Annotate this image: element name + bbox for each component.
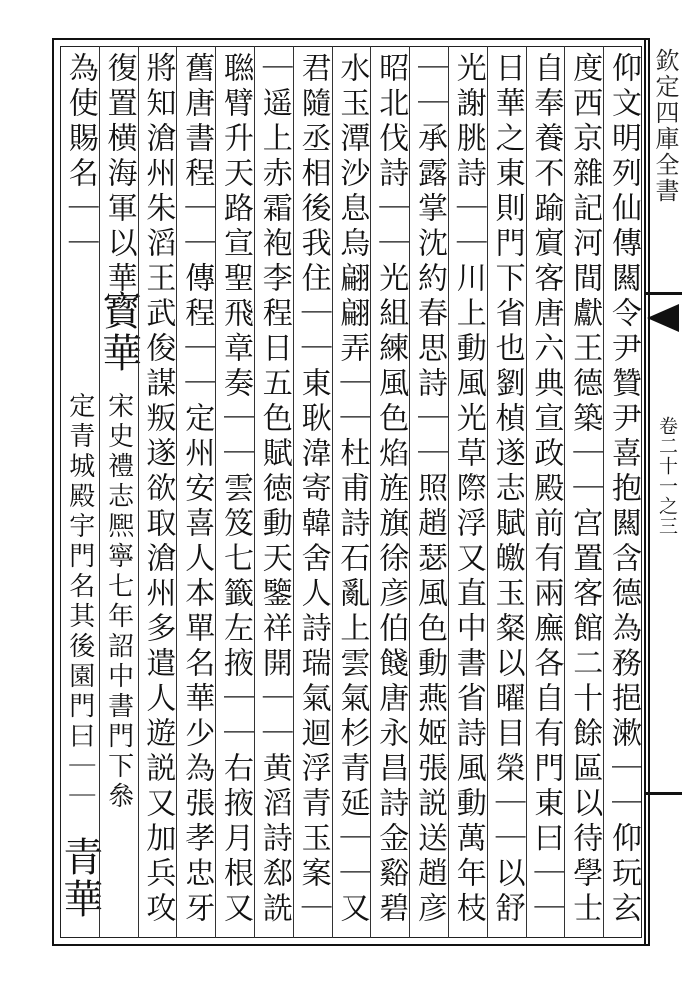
text-column-18: 為使賜名｜｜ bbox=[62, 52, 98, 262]
column-rule bbox=[603, 46, 604, 938]
column-rule bbox=[138, 46, 139, 938]
text-column-1: 仰文明列仙傳闗令尹贊尹喜抱闗含德為務挹漱｜｜仰玩玄 bbox=[605, 52, 641, 927]
column-rule bbox=[564, 46, 565, 938]
text-column-15: 復置横海軍以華 bbox=[101, 52, 137, 297]
text-column-16: 寳華 bbox=[95, 290, 142, 374]
column-rule bbox=[409, 46, 410, 938]
text-column-19: 定青城殿宇門名其後園門曰｜｜ bbox=[64, 392, 95, 812]
book-title: 欽定四庫全書 bbox=[651, 48, 679, 204]
volume-label: 卷二十一之三 bbox=[656, 416, 678, 536]
column-rule bbox=[254, 46, 255, 938]
column-rule bbox=[215, 46, 216, 938]
text-column-17: 宋史禮志熈寧七年詔中書門下叅 bbox=[103, 392, 134, 812]
text-column-8: 水玉潭沙息烏翩翩弄｜｜杜甫詩石亂上雲氣杉青延｜｜又 bbox=[334, 52, 370, 927]
text-column-13: 將知滄州朱滔王武俊謀叛遂欲取滄州多遣人遊説又加兵攻 bbox=[140, 52, 176, 927]
column-rule bbox=[293, 46, 294, 938]
column-rule bbox=[332, 46, 333, 938]
text-column-7: 昭北伐詩｜｜光組練風色焰旌旗徐彦伯餞唐永昌詩金谿碧 bbox=[373, 52, 409, 927]
column-rule bbox=[176, 46, 177, 938]
text-column-5: 光謝朓詩｜｜川上動風光草際浮又直中書省詩風動萬年枝 bbox=[450, 52, 486, 927]
column-rule bbox=[99, 46, 100, 938]
text-column-11: 聮臂升天路宣聖飛章奏｜｜雲笈七籤左掖｜｜右掖月根又 bbox=[217, 52, 253, 927]
column-rule bbox=[487, 46, 488, 938]
column-rule bbox=[526, 46, 527, 938]
fish-tail-mark-icon bbox=[647, 304, 679, 332]
column-rule bbox=[448, 46, 449, 938]
banner-divider bbox=[646, 792, 682, 795]
banner-divider bbox=[646, 292, 682, 295]
column-rule bbox=[370, 46, 371, 938]
text-column-6: ｜｜承露掌沈約春思詩｜｜照趙瑟風色動燕姬張説送趙彦 bbox=[411, 52, 447, 927]
text-column-4: 日華之東則門下省也劉楨遂志賦皦玉粲以曜目榮｜｜以舒 bbox=[489, 52, 525, 927]
text-column-10: ｜遥上赤霜袍李程日五色賦徳動天鑒祥開｜｜黄滔詩郄詵 bbox=[256, 52, 292, 927]
text-column-2: 度西京雜記河間獻王德築｜｜宫置客館二十餘區以待學士 bbox=[567, 52, 603, 927]
text-column-12: 舊唐書程｜｜傳程｜｜定州安喜人本單名華少為張孝忠牙 bbox=[179, 52, 215, 927]
text-column-20: 青華 bbox=[56, 836, 103, 920]
text-column-9: 君隨丞相後我住｜｜東耿湋寄韓舍人詩瑞氣迴浮青玉案｜ bbox=[295, 52, 331, 927]
text-column-3: 自奉養不踰賔客唐六典宣政殿前有兩廡各自有門東曰｜｜ bbox=[528, 52, 564, 927]
